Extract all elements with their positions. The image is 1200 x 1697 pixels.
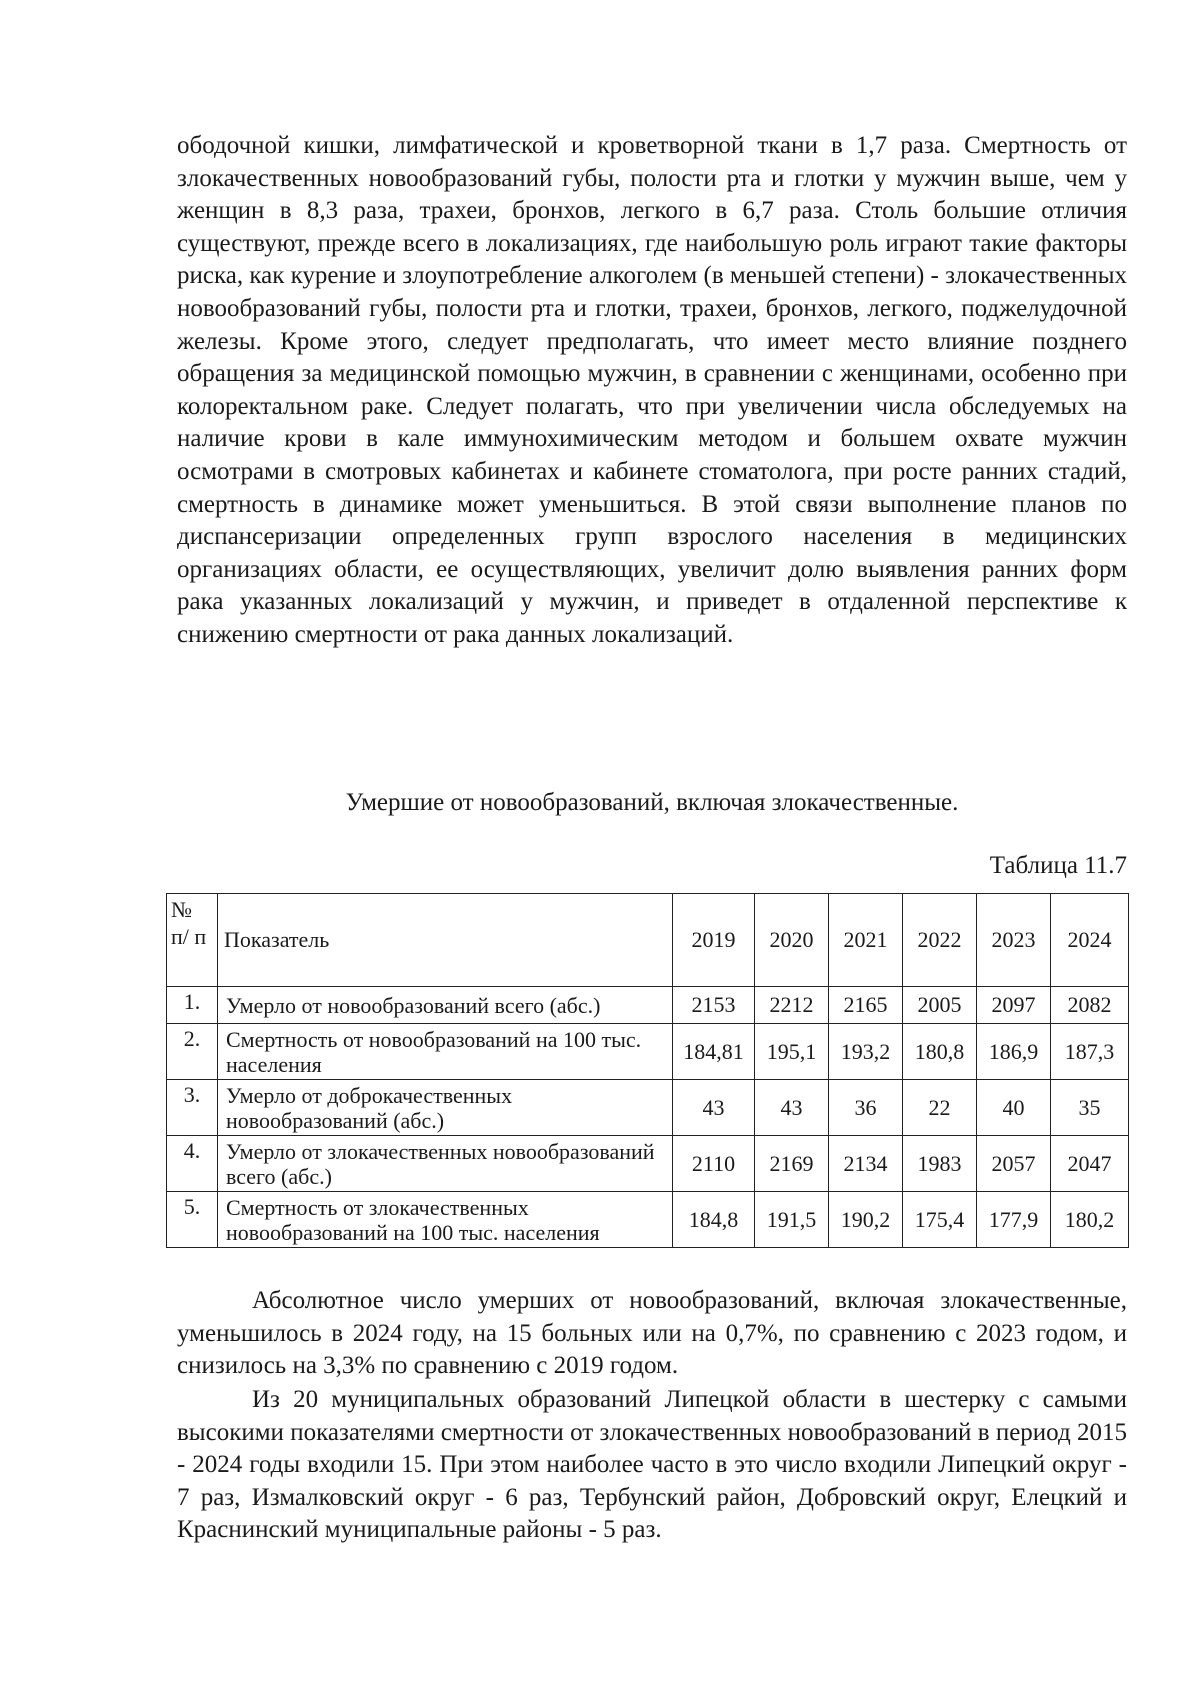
paragraph-intro: ободочной кишки, лимфатической и кроветворной ткани в 1,7 раза. Смертность от злокачественных новообразований губы, полости рта и глотки у мужчин выше, чем у женщин в 8,3 раза, трахеи, бронхов, легкого в 6,7 раза. Столь большие отличия существуют, прежде всего в локализациях, где наибольшую роль играют такие факторы риска, как курение и злоупотребление алкоголем (в меньшей степени) - злокачественных новообразований губы, полости рта и глотки, трахеи, бронхов, легкого, поджелудочной железы. Кроме этого, следует предполагать, что имеет место влияние позднего обращения за медицинской помощью мужчин, в сравнении с женщинами, особенно при колоректальном раке. Следует полагать, что при увеличении числа обследуемых на наличие крови в кале иммунохимическим методом и большем охвате мужчин осмотрами в смотровых кабинетах и кабинете стоматолога, при росте ранних стадий, смертность в динамике может уменьшиться. В этой связи выполнение планов по диспансеризации определенных групп взрослого населения в медицинских организациях области, ее осуществляющих, увеличит долю выявления ранних форм рака указанных локализаций у мужчин, и приведет в отдаленной перспективе к снижению смертности от рака данных локализаций. bbox=[177, 132, 1127, 648]
cell-value: 43 bbox=[755, 1080, 829, 1136]
cell-value: 175,4 bbox=[903, 1192, 977, 1248]
row-number: 3. bbox=[167, 1080, 218, 1136]
cell-value: 177,9 bbox=[977, 1192, 1051, 1248]
cell-value: 40 bbox=[977, 1080, 1051, 1136]
row-number: 5. bbox=[167, 1192, 218, 1248]
row-number: 2. bbox=[167, 1024, 218, 1080]
cell-value: 35 bbox=[1051, 1080, 1129, 1136]
cell-value: 2212 bbox=[755, 987, 829, 1024]
cell-value: 190,2 bbox=[829, 1192, 903, 1248]
cell-value: 2005 bbox=[903, 987, 977, 1024]
cell-value: 180,2 bbox=[1051, 1192, 1129, 1248]
cell-value: 2134 bbox=[829, 1136, 903, 1192]
cell-value: 36 bbox=[829, 1080, 903, 1136]
row-label: Смертность от злокачественных новообразований на 100 тыс. населения bbox=[218, 1192, 673, 1248]
cell-value: 2165 bbox=[829, 987, 903, 1024]
table-row bbox=[167, 1192, 1129, 1248]
table-row bbox=[167, 1080, 1129, 1136]
table-row bbox=[167, 1024, 1129, 1080]
header-year: 2023 bbox=[977, 894, 1051, 987]
cell-value: 193,2 bbox=[829, 1024, 903, 1080]
row-label: Смертность от новообразований на 100 тыс. населения bbox=[218, 1024, 673, 1080]
row-number: 4. bbox=[167, 1136, 218, 1192]
header-year: 2020 bbox=[755, 894, 829, 987]
header-year: 2019 bbox=[673, 894, 755, 987]
cell-value: 43 bbox=[673, 1080, 755, 1136]
cell-value: 1983 bbox=[903, 1136, 977, 1192]
table-caption: Умершие от новообразований, включая злокачественные. bbox=[345, 789, 959, 816]
cell-value: 2047 bbox=[1051, 1136, 1129, 1192]
table-row bbox=[167, 987, 1129, 1024]
cell-value: 184,81 bbox=[673, 1024, 755, 1080]
cell-value: 2169 bbox=[755, 1136, 829, 1192]
cell-value: 2082 bbox=[1051, 987, 1129, 1024]
cell-value: 187,3 bbox=[1051, 1024, 1129, 1080]
paragraph-absolute-count: Абсолютное число умерших от новообразований, включая злокачественные, уменьшилось в 2024 году, на 15 больных или на 0,7%, по сравнению с 2023 годом, и снизилось на 3,3% по сравнению с 2019 годом. bbox=[177, 1287, 1127, 1380]
cell-value: 180,8 bbox=[903, 1024, 977, 1080]
table-row bbox=[167, 1136, 1129, 1192]
cell-value: 191,5 bbox=[755, 1192, 829, 1248]
cell-value: 2153 bbox=[673, 987, 755, 1024]
table-header-row bbox=[167, 894, 1129, 987]
paragraph-municipalities: Из 20 муниципальных образований Липецкой области в шестерку с самыми высокими показателями смертности от злокачественных новообразований в период 2015 - 2024 годы входили 15. При этом наиболее часто в это число входили Липецкий округ - 7 раз, Измалковский округ - 6 раз, Тербунский район, Добровский округ, Елецкий и Краснинский муниципальные районы - 5 раз. bbox=[177, 1386, 1127, 1544]
cell-value: 22 bbox=[903, 1080, 977, 1136]
header-year: 2022 bbox=[903, 894, 977, 987]
header-indicator: Показатель bbox=[218, 894, 673, 987]
cell-value: 2097 bbox=[977, 987, 1051, 1024]
row-label: Умерло от злокачественных новообразований всего (абс.) bbox=[218, 1136, 673, 1192]
header-year: 2021 bbox=[829, 894, 903, 987]
cell-value: 2110 bbox=[673, 1136, 755, 1192]
row-label: Умерло от доброкачественных новообразований (абс.) bbox=[218, 1080, 673, 1136]
row-label: Умерло от новообразований всего (абс.) bbox=[218, 987, 673, 1024]
mortality-table bbox=[166, 893, 1129, 1248]
table-number-label: Таблица 11.7 bbox=[989, 852, 1127, 879]
header-row-number: № п/ п bbox=[167, 894, 218, 987]
cell-value: 184,8 bbox=[673, 1192, 755, 1248]
row-number: 1. bbox=[167, 987, 218, 1024]
header-year: 2024 bbox=[1051, 894, 1129, 987]
cell-value: 2057 bbox=[977, 1136, 1051, 1192]
cell-value: 186,9 bbox=[977, 1024, 1051, 1080]
cell-value: 195,1 bbox=[755, 1024, 829, 1080]
